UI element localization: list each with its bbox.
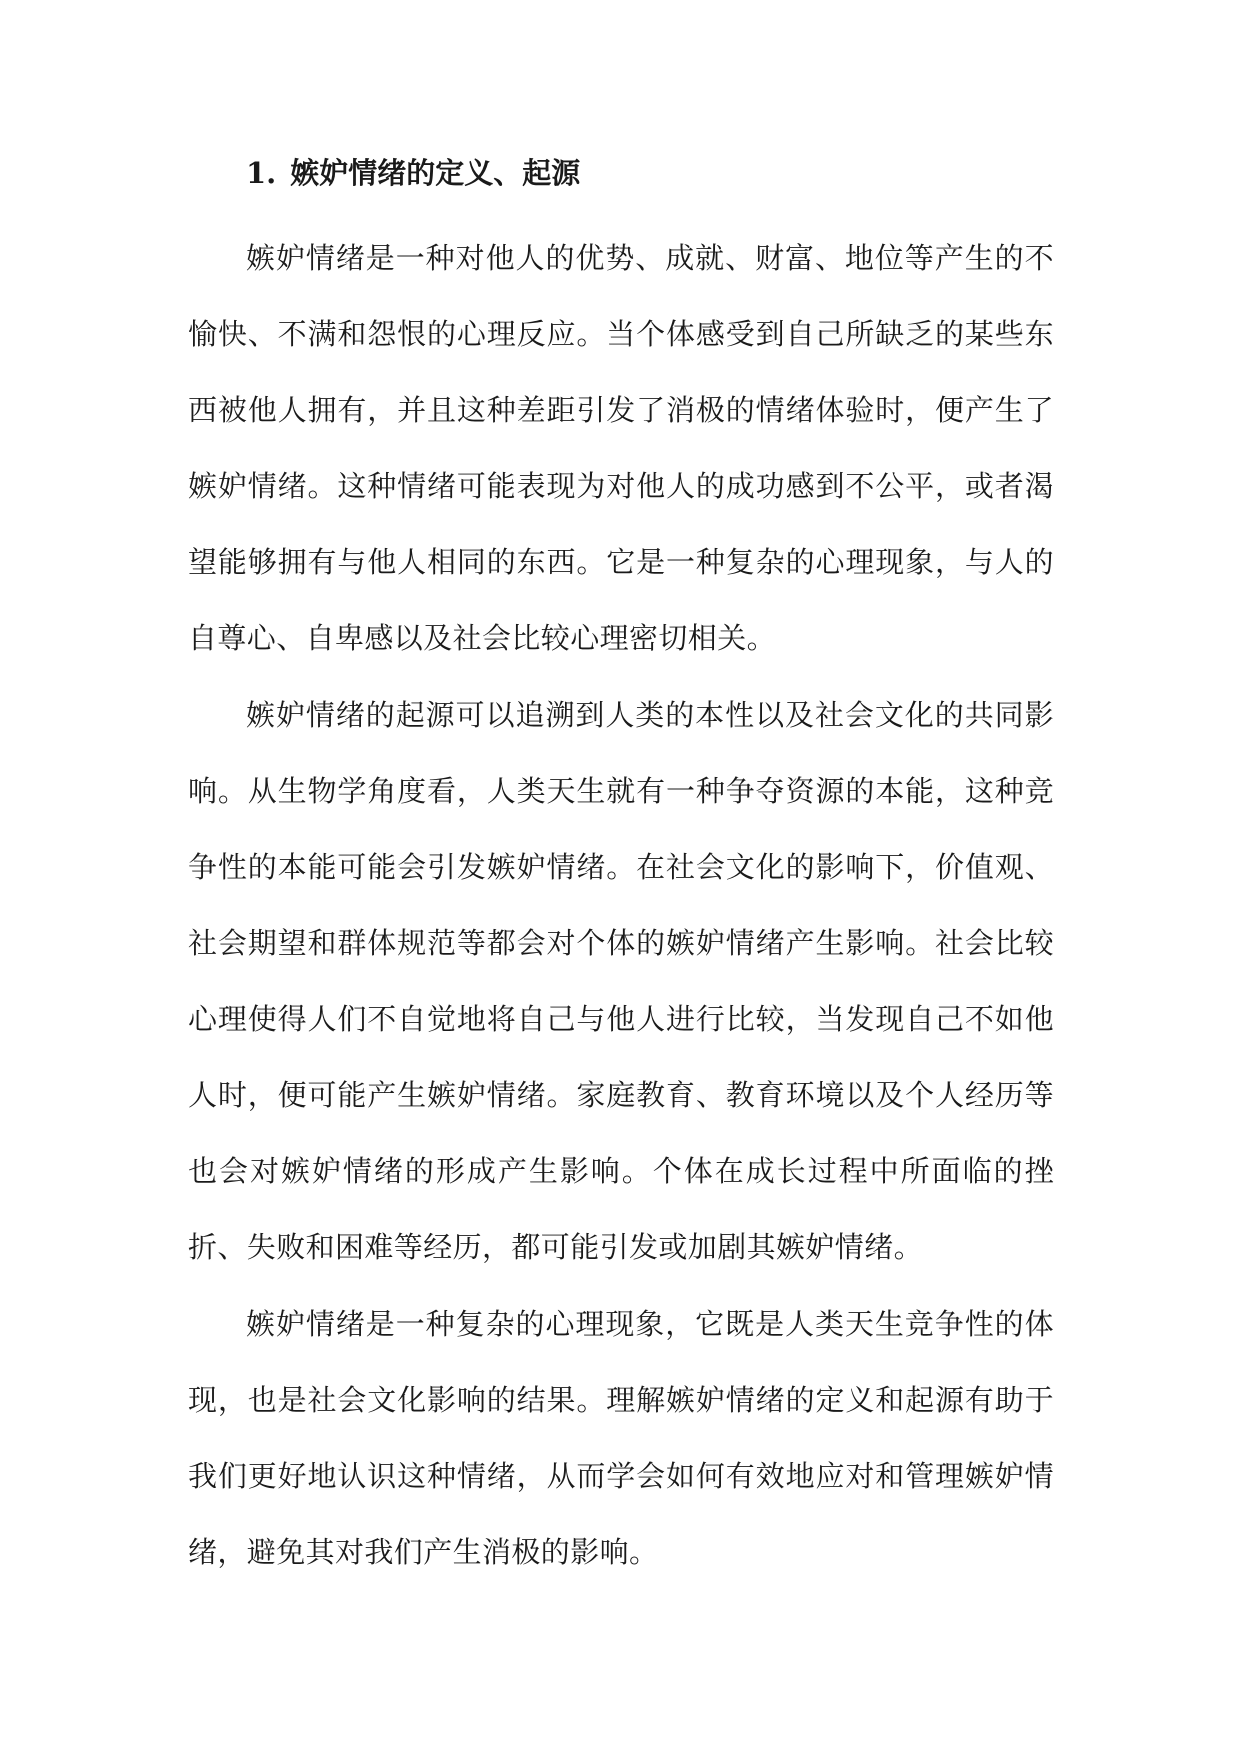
paragraph-origin: 嫉妒情绪的起源可以追溯到人类的本性以及社会文化的共同影响。从生物学角度看，人类天生就有一种争夺资源的本能，这种竞争性的本能可能会引发嫉妒情绪。在社会文化的影响下，价值观、社会期望和群体规范等都会对个体的嫉妒情绪产生影响。社会比较心理使得人们不自觉地将自己与他人进行比较，当发现自己不如他人时，便可能产生嫉妒情绪。家庭教育、教育环境以及个人经历等也会对嫉妒情绪的形成产生影响。个体在成长过程中所面临的挫折、失败和困难等经历，都可能引发或加剧其嫉妒情绪。 [188,698,1054,1264]
paragraph-definition: 嫉妒情绪是一种对他人的优势、成就、财富、地位等产生的不愉快、不满和怨恨的心理反应。当个体感受到自己所缺乏的某些东西被他人拥有，并且这种差距引发了消极的情绪体验时，便产生了嫉妒情绪。这种情绪可能表现为对他人的成功感到不公平，或者渴望能够拥有与他人相同的东西。它是一种复杂的心理现象，与人的自尊心、自卑感以及社会比较心理密切相关。 [188,241,1054,655]
section-heading [188,148,1054,198]
section-title: 嫉妒情绪的定义、起源 [290,156,581,190]
document-body [188,148,1054,1591]
section-number: 1. [246,156,277,190]
paragraph-summary: 嫉妒情绪是一种复杂的心理现象，它既是人类天生竞争性的体现，也是社会文化影响的结果。理解嫉妒情绪的定义和起源有助于我们更好地认识这种情绪，从而学会如何有效地应对和管理嫉妒情绪，避免其对我们产生消极的影响。 [188,1307,1054,1569]
